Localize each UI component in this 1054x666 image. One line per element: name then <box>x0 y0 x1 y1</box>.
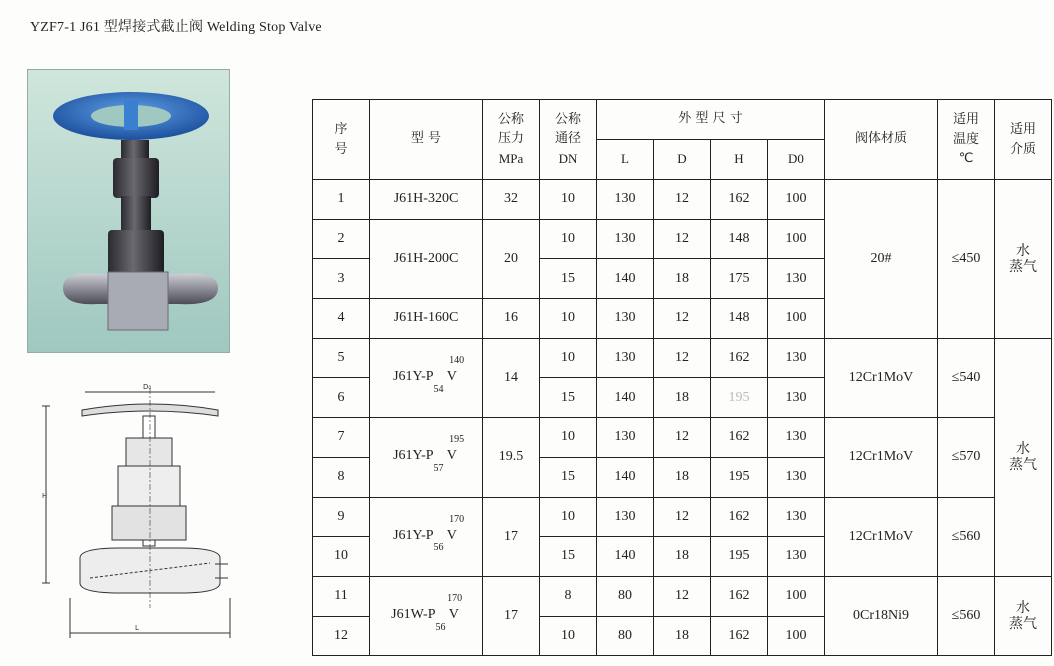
cell-L: 140 <box>597 259 654 299</box>
l-label: L <box>135 624 139 632</box>
h-label: H <box>42 492 48 500</box>
cell-D: 12 <box>654 180 711 220</box>
cell-D0: 100 <box>768 219 825 259</box>
cell-D: 18 <box>654 259 711 299</box>
header-L: L <box>597 140 654 180</box>
cell-L: 130 <box>597 497 654 537</box>
cell-material: 20# <box>825 180 938 339</box>
cell-D: 12 <box>654 418 711 458</box>
header-dn: 公称 通径 DN <box>540 100 597 180</box>
cell-dn: 10 <box>540 180 597 220</box>
cell-D: 12 <box>654 299 711 339</box>
spec-table <box>312 99 1052 656</box>
cell-D: 12 <box>654 338 711 378</box>
cell-pn: 32 <box>483 180 540 220</box>
cell-material: 12Cr1MoV <box>825 497 938 576</box>
cell-model: J61H-160C <box>370 299 483 339</box>
header-model: 型 号 <box>370 100 483 180</box>
cell-no: 7 <box>313 418 370 458</box>
valve-photo <box>27 69 230 353</box>
cell-D: 18 <box>654 616 711 656</box>
valve-section-drawing <box>40 378 240 643</box>
cell-dn: 15 <box>540 378 597 418</box>
cell-L: 140 <box>597 457 654 497</box>
cell-material: 12Cr1MoV <box>825 338 938 417</box>
cell-D: 12 <box>654 497 711 537</box>
cell-L: 130 <box>597 418 654 458</box>
cell-H: 162 <box>711 616 768 656</box>
cell-D0: 100 <box>768 299 825 339</box>
cell-temp: ≤450 <box>938 180 995 339</box>
cell-dn: 10 <box>540 338 597 378</box>
cell-pn: 17 <box>483 497 540 576</box>
cell-D0: 130 <box>768 338 825 378</box>
cell-D0: 100 <box>768 616 825 656</box>
cell-model: J61W-P 170 $_{56}$ V <box>370 576 483 655</box>
cell-D0: 130 <box>768 259 825 299</box>
cell-H: 195 <box>711 457 768 497</box>
cell-dn: 10 <box>540 299 597 339</box>
header-pressure: 公称 压力 MPa <box>483 100 540 180</box>
cell-H: 162 <box>711 338 768 378</box>
cell-no: 8 <box>313 457 370 497</box>
table-row <box>313 497 1052 537</box>
cell-model: J61H-200C <box>370 219 483 298</box>
cell-temp: ≤560 <box>938 576 995 655</box>
header-H: H <box>711 140 768 180</box>
cell-D0: 130 <box>768 497 825 537</box>
cell-model: J61H-320C <box>370 180 483 220</box>
cell-dn: 8 <box>540 576 597 616</box>
cell-L: 80 <box>597 616 654 656</box>
cell-no: 11 <box>313 576 370 616</box>
cell-D0: 130 <box>768 418 825 458</box>
cell-model: J61Y-P 195 $_{57}$ V <box>370 418 483 497</box>
table-row <box>313 180 1052 220</box>
cell-temp: ≤560 <box>938 497 995 576</box>
cell-no: 2 <box>313 219 370 259</box>
cell-L: 130 <box>597 299 654 339</box>
cell-no: 4 <box>313 299 370 339</box>
cell-H: 175 <box>711 259 768 299</box>
cell-H: 162 <box>711 418 768 458</box>
cell-D0: 100 <box>768 180 825 220</box>
cell-H: 162 <box>711 576 768 616</box>
cell-dn: 10 <box>540 616 597 656</box>
cell-D: 18 <box>654 378 711 418</box>
cell-no: 10 <box>313 537 370 577</box>
cell-D0: 130 <box>768 378 825 418</box>
cell-pn: 14 <box>483 338 540 417</box>
cell-no: 9 <box>313 497 370 537</box>
header-D0: D0 <box>768 140 825 180</box>
cell-temp: ≤570 <box>938 418 995 497</box>
cell-D: 12 <box>654 219 711 259</box>
table-row <box>313 418 1052 458</box>
header-dims: 外 型 尺 寸 <box>597 100 825 140</box>
cell-dn: 15 <box>540 537 597 577</box>
cell-L: 140 <box>597 378 654 418</box>
cell-no: 3 <box>313 259 370 299</box>
cell-no: 6 <box>313 378 370 418</box>
cell-H: 195 <box>711 537 768 577</box>
cell-material: 0Cr18Ni9 <box>825 576 938 655</box>
header-material: 阀体材质 <box>825 100 938 180</box>
cell-H: 195 <box>711 378 768 418</box>
table-row <box>313 338 1052 378</box>
cell-dn: 15 <box>540 457 597 497</box>
cell-D: 18 <box>654 457 711 497</box>
cell-H: 162 <box>711 180 768 220</box>
table-row <box>313 576 1052 616</box>
cell-H: 162 <box>711 497 768 537</box>
cell-no: 5 <box>313 338 370 378</box>
cell-no: 1 <box>313 180 370 220</box>
cell-L: 80 <box>597 576 654 616</box>
cell-D0: 100 <box>768 576 825 616</box>
cell-pn: 19.5 <box>483 418 540 497</box>
header-temp: 适用 温度 ℃ <box>938 100 995 180</box>
cell-H: 148 <box>711 219 768 259</box>
cell-dn: 10 <box>540 497 597 537</box>
cell-pn: 20 <box>483 219 540 298</box>
header-seq: 序号 <box>313 100 370 180</box>
header-medium: 适用 介质 <box>995 100 1052 180</box>
cell-D0: 130 <box>768 457 825 497</box>
cell-dn: 10 <box>540 418 597 458</box>
cell-L: 130 <box>597 219 654 259</box>
cell-no: 12 <box>313 616 370 656</box>
cell-medium: 水 蒸气 <box>995 338 1052 576</box>
header-D: D <box>654 140 711 180</box>
cell-L: 130 <box>597 180 654 220</box>
cell-D0: 130 <box>768 537 825 577</box>
cell-medium: 水 蒸气 <box>995 576 1052 655</box>
cell-pn: 16 <box>483 299 540 339</box>
cell-L: 130 <box>597 338 654 378</box>
cell-H: 148 <box>711 299 768 339</box>
cell-D: 12 <box>654 576 711 616</box>
cell-D: 18 <box>654 537 711 577</box>
cell-temp: ≤540 <box>938 338 995 417</box>
cell-dn: 10 <box>540 219 597 259</box>
cell-model: J61Y-P 170 $_{56}$ V <box>370 497 483 576</box>
cell-pn: 17 <box>483 576 540 655</box>
page-title: YZF7-1 J61 型焊接式截止阀 Welding Stop Valve <box>30 20 322 35</box>
cell-L: 140 <box>597 537 654 577</box>
cell-medium: 水 蒸气 <box>995 180 1052 339</box>
d0-label: D₀ <box>143 383 152 391</box>
cell-material: 12Cr1MoV <box>825 418 938 497</box>
header-row <box>313 100 1052 140</box>
cell-model: J61Y-P 140 $_{54}$ V <box>370 338 483 417</box>
cell-dn: 15 <box>540 259 597 299</box>
